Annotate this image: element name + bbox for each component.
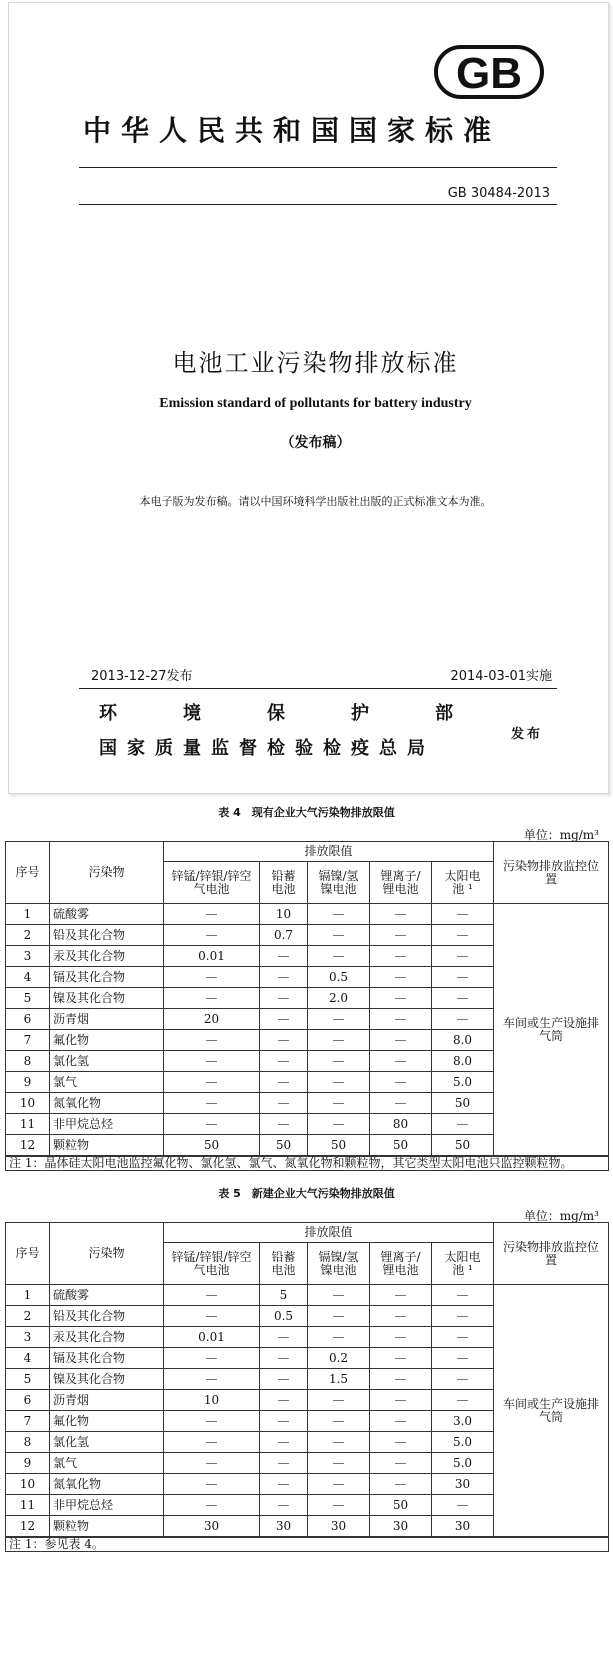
- limit-value: —: [260, 988, 308, 1009]
- issuer-aqsiq: 国家质量监督检验检疫总局: [99, 738, 435, 759]
- limit-value: —: [308, 946, 370, 967]
- issue-label: 发布: [511, 727, 544, 742]
- row-number: 12: [6, 1135, 50, 1157]
- header-col-solar: 太阳电池 ¹: [432, 862, 494, 904]
- limit-value: 0.2: [308, 1348, 370, 1369]
- limit-value: —: [432, 1114, 494, 1135]
- header-col-zinc: 锌锰/锌银/锌空气电池: [164, 1243, 260, 1285]
- header-pollutant: 污染物: [50, 842, 164, 904]
- limit-value: —: [308, 1495, 370, 1516]
- limit-value: 30: [370, 1516, 432, 1538]
- pollutant-name: 镍及其化合物: [50, 1369, 164, 1390]
- limit-value: 50: [432, 1093, 494, 1114]
- header-col-zinc: 锌锰/锌银/锌空气电池: [164, 862, 260, 904]
- pollutant-name: 汞及其化合物: [50, 1327, 164, 1348]
- limit-value: 30: [164, 1516, 260, 1538]
- row-number: 12: [6, 1516, 50, 1538]
- limit-value: —: [370, 904, 432, 925]
- limit-value: —: [308, 925, 370, 946]
- limit-value: 5.0: [432, 1453, 494, 1474]
- limit-value: —: [432, 1390, 494, 1411]
- limit-value: —: [308, 1306, 370, 1327]
- limit-value: —: [164, 1285, 260, 1306]
- limit-value: —: [164, 1306, 260, 1327]
- limit-value: —: [164, 1453, 260, 1474]
- limit-value: —: [308, 1009, 370, 1030]
- pollutant-name: 汞及其化合物: [50, 946, 164, 967]
- limit-value: —: [432, 1369, 494, 1390]
- electronic-version-note: 本电子版为发布稿。请以中国环境科学出版社出版的正式标准文本为准。: [139, 495, 492, 508]
- limit-value: —: [164, 1432, 260, 1453]
- row-number: 2: [6, 1306, 50, 1327]
- title-english: Emission standard of pollutants for battery industry: [159, 396, 472, 411]
- implement-date: 2014-03-01实施: [450, 669, 552, 684]
- bottom-divider: [79, 688, 557, 689]
- limit-value: —: [260, 946, 308, 967]
- table5-unit: 单位：mg/m³: [523, 1209, 599, 1223]
- row-number: 3: [6, 1327, 50, 1348]
- limit-value: —: [164, 1093, 260, 1114]
- limit-value: —: [370, 1093, 432, 1114]
- table4-body: [6, 904, 609, 1157]
- monitor-location: 车间或生产设施排气筒: [494, 904, 609, 1157]
- limit-value: —: [260, 1495, 308, 1516]
- header-no: 序号: [6, 1223, 50, 1285]
- limit-value: —: [432, 967, 494, 988]
- row-number: 10: [6, 1093, 50, 1114]
- limit-value: 3.0: [432, 1411, 494, 1432]
- row-number: 2: [6, 925, 50, 946]
- limit-value: —: [432, 1495, 494, 1516]
- pollutant-name: 颗粒物: [50, 1516, 164, 1538]
- limit-value: 8.0: [432, 1051, 494, 1072]
- limit-value: —: [370, 1072, 432, 1093]
- pollutant-name: 氯化氢: [50, 1432, 164, 1453]
- limit-value: —: [370, 925, 432, 946]
- table5-note: 注 1：参见表 4。: [6, 1537, 609, 1552]
- limit-value: —: [432, 925, 494, 946]
- limit-value: —: [370, 988, 432, 1009]
- limit-value: —: [260, 1390, 308, 1411]
- limit-value: 0.5: [260, 1306, 308, 1327]
- limit-value: —: [370, 1030, 432, 1051]
- pollutant-name: 非甲烷总烃: [50, 1495, 164, 1516]
- pollutant-name: 沥青烟: [50, 1390, 164, 1411]
- limit-value: —: [308, 1474, 370, 1495]
- pollutant-name: 氯气: [50, 1453, 164, 1474]
- pollutant-name: 非甲烷总烃: [50, 1114, 164, 1135]
- limit-value: —: [260, 1093, 308, 1114]
- limit-value: —: [308, 1285, 370, 1306]
- limit-value: 80: [370, 1114, 432, 1135]
- limit-value: —: [370, 1432, 432, 1453]
- row-number: 11: [6, 1114, 50, 1135]
- limit-value: —: [260, 1411, 308, 1432]
- limit-value: —: [260, 1474, 308, 1495]
- limit-value: 0.7: [260, 925, 308, 946]
- svg-text:GB: GB: [456, 49, 522, 98]
- limit-value: —: [370, 1306, 432, 1327]
- limit-value: 50: [370, 1495, 432, 1516]
- limit-value: —: [370, 967, 432, 988]
- limit-value: 10: [164, 1390, 260, 1411]
- limit-value: —: [432, 1348, 494, 1369]
- limit-value: —: [164, 1072, 260, 1093]
- title-chinese: 电池工业污染物排放标准: [172, 349, 459, 377]
- limit-value: —: [164, 1369, 260, 1390]
- row-number: 9: [6, 1072, 50, 1093]
- pollutant-name: 镉及其化合物: [50, 1348, 164, 1369]
- limit-value: 10: [260, 904, 308, 925]
- limit-value: —: [370, 1474, 432, 1495]
- limit-value: —: [308, 1432, 370, 1453]
- limit-value: —: [260, 1432, 308, 1453]
- row-number: 6: [6, 1009, 50, 1030]
- row-number: 5: [6, 988, 50, 1009]
- limit-value: —: [308, 1411, 370, 1432]
- limit-value: 30: [260, 1516, 308, 1538]
- limit-value: 50: [260, 1135, 308, 1157]
- row-number: 8: [6, 1432, 50, 1453]
- limit-value: —: [308, 1030, 370, 1051]
- limit-value: —: [370, 946, 432, 967]
- limit-value: —: [308, 1114, 370, 1135]
- limit-value: —: [260, 967, 308, 988]
- limit-value: —: [308, 1072, 370, 1093]
- header-col-nicd: 镉镍/氢镍电池: [308, 862, 370, 904]
- table-row: [6, 904, 609, 925]
- limit-value: —: [432, 1285, 494, 1306]
- limit-value: —: [308, 904, 370, 925]
- pollutant-name: 铅及其化合物: [50, 925, 164, 946]
- header-col-lead: 铅蓄电池: [260, 1243, 308, 1285]
- limit-value: 20: [164, 1009, 260, 1030]
- row-number: 5: [6, 1369, 50, 1390]
- limit-value: —: [260, 1114, 308, 1135]
- row-number: 1: [6, 1285, 50, 1306]
- limit-value: —: [370, 1327, 432, 1348]
- header-monitor: 污染物排放监控位置: [494, 842, 609, 904]
- standard-number: GB 30484-2013: [447, 186, 550, 201]
- header-col-lithium: 锂离子/锂电池: [370, 1243, 432, 1285]
- limit-value: —: [432, 1009, 494, 1030]
- limit-value: —: [164, 1474, 260, 1495]
- header-pollutant: 污染物: [50, 1223, 164, 1285]
- limit-value: —: [260, 1348, 308, 1369]
- limit-value: —: [370, 1051, 432, 1072]
- limit-value: —: [432, 904, 494, 925]
- limit-value: 30: [432, 1516, 494, 1538]
- header-col-lead: 铅蓄电池: [260, 862, 308, 904]
- row-number: 4: [6, 967, 50, 988]
- pollutant-name: 镉及其化合物: [50, 967, 164, 988]
- row-number: 1: [6, 904, 50, 925]
- limit-value: —: [370, 1411, 432, 1432]
- pollutant-name: 氮氧化物: [50, 1093, 164, 1114]
- limit-value: —: [164, 1114, 260, 1135]
- limit-value: —: [164, 925, 260, 946]
- top-divider: [79, 167, 557, 168]
- limit-value: —: [260, 1327, 308, 1348]
- limit-value: —: [164, 967, 260, 988]
- limit-value: —: [164, 1411, 260, 1432]
- limit-value: 50: [164, 1135, 260, 1157]
- pollutant-name: 氯化氢: [50, 1051, 164, 1072]
- limit-value: —: [164, 988, 260, 1009]
- limit-value: —: [370, 1348, 432, 1369]
- limit-value: —: [432, 1306, 494, 1327]
- limit-value: —: [260, 1009, 308, 1030]
- limit-value: 8.0: [432, 1030, 494, 1051]
- limit-value: —: [370, 1453, 432, 1474]
- national-standard-heading: 中华人民共和国国家标准: [83, 114, 502, 147]
- limit-value: —: [260, 1072, 308, 1093]
- table4-note: 注 1：晶体硅太阳电池监控氟化物、氯化氢、氯气、氮氧化物和颗粒物，其它类型太阳电池只监控颗粒物。: [6, 1156, 609, 1171]
- publish-date: 2013-12-27发布: [91, 669, 193, 684]
- limit-value: —: [432, 1327, 494, 1348]
- cover-page: GB 中华人民共和国国家标准 GB 30484-2013 电池工业污染物排放标准 Emission standard of pollutants for battery industry （发布稿） 本电子版为发布稿。请以中国环境科学出版社出版的正式标准文本为准。 2013-12-27发布 2014-03-01实施 环 境 保 护 部 国家质量监督检验检疫总局 发布: [8, 2, 609, 794]
- pollutant-name: 镍及其化合物: [50, 988, 164, 1009]
- table4-caption: 表 4 现有企业大气污染物排放限值: [218, 806, 395, 819]
- limit-value: —: [260, 1030, 308, 1051]
- row-number: 10: [6, 1474, 50, 1495]
- limit-value: 0.01: [164, 946, 260, 967]
- header-limit-group: 排放限值: [164, 1223, 494, 1243]
- limit-value: —: [164, 904, 260, 925]
- limit-value: —: [164, 1051, 260, 1072]
- header-col-nicd: 镉镍/氢镍电池: [308, 1243, 370, 1285]
- limit-value: —: [308, 1453, 370, 1474]
- row-number: 7: [6, 1030, 50, 1051]
- limit-value: —: [260, 1051, 308, 1072]
- table4: [5, 841, 609, 1171]
- header-col-lithium: 锂离子/锂电池: [370, 862, 432, 904]
- limit-value: —: [432, 946, 494, 967]
- limit-value: 2.0: [308, 988, 370, 1009]
- limit-value: 50: [432, 1135, 494, 1157]
- pollutant-name: 硫酸雾: [50, 1285, 164, 1306]
- limit-value: —: [308, 1327, 370, 1348]
- limit-value: —: [308, 1390, 370, 1411]
- row-number: 6: [6, 1390, 50, 1411]
- header-col-solar: 太阳电池 ¹: [432, 1243, 494, 1285]
- pollutant-name: 铅及其化合物: [50, 1306, 164, 1327]
- limit-value: —: [164, 1030, 260, 1051]
- table5: [5, 1222, 609, 1552]
- header-limit-group: 排放限值: [164, 842, 494, 862]
- row-number: 11: [6, 1495, 50, 1516]
- limit-value: 50: [370, 1135, 432, 1157]
- row-number: 8: [6, 1051, 50, 1072]
- gb-logo: [434, 43, 544, 101]
- row-number: 4: [6, 1348, 50, 1369]
- limit-value: —: [432, 988, 494, 1009]
- limit-value: —: [370, 1369, 432, 1390]
- row-number: 7: [6, 1411, 50, 1432]
- table5-body: [6, 1285, 609, 1538]
- limit-value: 30: [308, 1516, 370, 1538]
- limit-value: —: [370, 1285, 432, 1306]
- limit-value: 5.0: [432, 1072, 494, 1093]
- draft-label: （发布稿）: [280, 435, 351, 451]
- pollutant-name: 沥青烟: [50, 1009, 164, 1030]
- limit-value: 1.5: [308, 1369, 370, 1390]
- limit-value: 5.0: [432, 1432, 494, 1453]
- limit-value: 30: [432, 1474, 494, 1495]
- monitor-location: 车间或生产设施排气筒: [494, 1285, 609, 1538]
- limit-value: —: [164, 1495, 260, 1516]
- limit-value: 50: [308, 1135, 370, 1157]
- limit-value: 5: [260, 1285, 308, 1306]
- limit-value: —: [164, 1348, 260, 1369]
- limit-value: —: [370, 1390, 432, 1411]
- limit-value: 0.01: [164, 1327, 260, 1348]
- row-number: 3: [6, 946, 50, 967]
- limit-value: —: [308, 1093, 370, 1114]
- header-no: 序号: [6, 842, 50, 904]
- table4-unit: 单位：mg/m³: [523, 828, 599, 842]
- number-divider: [79, 204, 557, 205]
- table5-caption: 表 5 新建企业大气污染物排放限值: [218, 1187, 395, 1200]
- limit-value: 0.5: [308, 967, 370, 988]
- table-row: [6, 1285, 609, 1306]
- pollutant-name: 硫酸雾: [50, 904, 164, 925]
- pollutant-name: 颗粒物: [50, 1135, 164, 1157]
- pollutant-name: 氟化物: [50, 1030, 164, 1051]
- pollutant-name: 氟化物: [50, 1411, 164, 1432]
- row-number: 9: [6, 1453, 50, 1474]
- limit-value: —: [260, 1369, 308, 1390]
- pollutant-name: 氯气: [50, 1072, 164, 1093]
- pollutant-name: 氮氧化物: [50, 1474, 164, 1495]
- limit-value: —: [370, 1009, 432, 1030]
- limit-value: —: [260, 1453, 308, 1474]
- limit-value: —: [308, 1051, 370, 1072]
- header-monitor: 污染物排放监控位置: [494, 1223, 609, 1285]
